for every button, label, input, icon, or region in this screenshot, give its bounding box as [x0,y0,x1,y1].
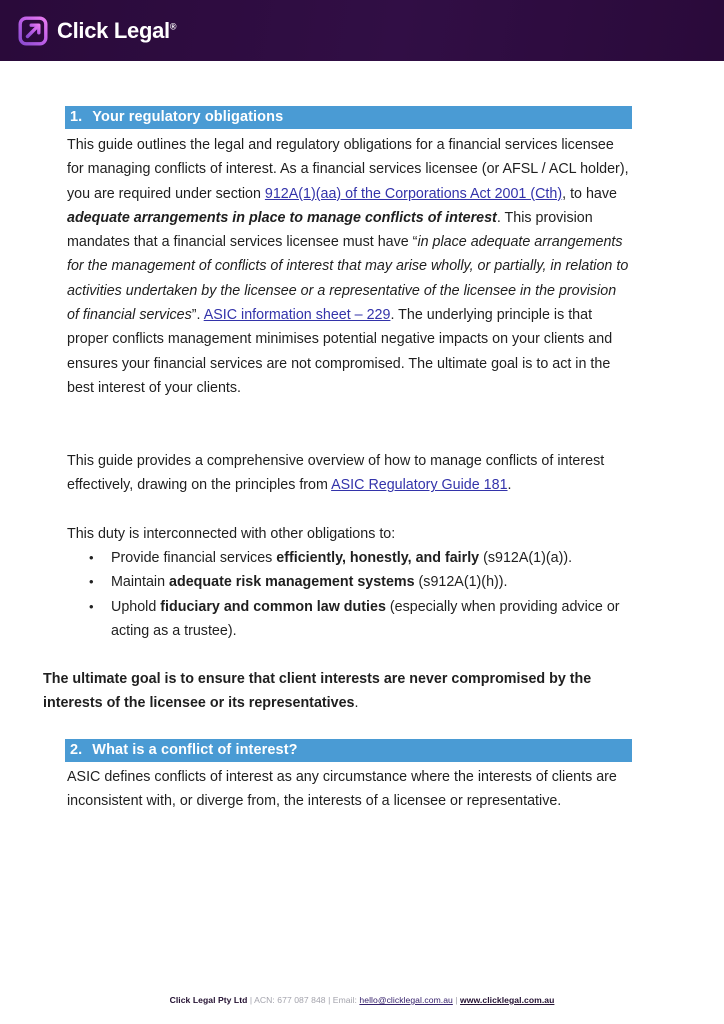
app-header-bar [0,0,724,61]
footer-separator: | [452,995,461,1005]
bullet-1-bold: efficiently, honestly, and fairly [276,550,480,566]
section-title-2: What is a conflict of interest? [92,742,298,758]
p2-text-part-2: . [507,477,512,494]
page-footer [0,994,724,1006]
p2-text-part-1: This guide provides a comprehensive overview of how to manage conflicts of interest effectively, drawing on the principles from [67,453,605,494]
footer-website-link[interactable]: www.clicklegal.com.au [460,995,555,1005]
section-1-paragraph-2 [67,449,629,498]
list-item [89,595,629,644]
p1-quoted-legislation: in place adequate arrangements for the management of conflicts of interest that may arise wholly, or partially, in relation to activities undertaken by the licensee or a representative of the licensee in the provision of financial services [67,234,629,324]
p1-text-part-1: This guide outlines the legal and regulatory obligations for a financial services licensee for managing conflicts of interest. As a financial services licensee (or AFSL / ACL holder), you are required under section [67,137,629,202]
bullet-1-pre: Provide financial services [111,550,277,566]
list-item [89,570,629,594]
bullet-2-bold: adequate risk management systems [169,574,415,591]
arrow-up-right-square-icon [18,16,48,46]
section-2-text: ASIC defines conflicts of interest as any circumstance where the interests of clients are inconsistent with, or diverge from, the interests of a licensee or representative. [67,769,617,810]
section-number-2: 2. [70,742,83,758]
brand-name-text: Click Legal [57,17,170,43]
bullets-intro-text: This duty is interconnected with other obligations to: [67,526,396,542]
list-item [89,546,629,570]
section-number-1: 1. [70,109,83,125]
section-1-bullets-intro [67,522,629,546]
bullet-2-post: (s912A(1)(h)). [414,574,508,591]
section-1-obligations-list [67,546,629,643]
p1-text-part-4: ”. [191,307,204,324]
bullet-1-post: (s912A(1)(a)). [479,550,573,566]
brand-name [57,17,177,43]
link-asic-information-sheet-229[interactable]: ASIC information sheet – 229 [203,307,391,324]
footer-company-name: Click Legal Pty Ltd [169,995,248,1005]
footer-acn-email-label: | ACN: 677 087 848 | Email: [247,995,360,1005]
p1-text-part-3: . This provision mandates that a financial services licensee must have “ [67,209,593,251]
closing-statement-bold: The ultimate goal is to ensure that client interests are never compromised by the interests of the licensee or its representatives [43,671,592,712]
p1-text-part-5: . The underlying principle is that proper conflicts management minimises potential negative impacts on your clients and ensures your financial services are not compromised. The ultimate goal is to act in the best interest of your clients. [67,307,613,396]
footer-email-link[interactable]: hello@clicklegal.com.au [359,995,453,1005]
obligations-bullet-list [67,546,629,643]
section-1-paragraph-1 [67,133,629,400]
closing-statement-tail: . [354,695,359,712]
brand-logo[interactable] [18,16,176,46]
section-title-1: Your regulatory obligations [92,109,284,125]
link-asic-regulatory-guide-181[interactable]: ASIC Regulatory Guide 181 [331,477,508,494]
section-heading-1 [65,106,632,129]
section-heading-2 [65,739,632,762]
bullet-3-bold: fiduciary and common law duties [160,598,386,615]
brand-trademark: ® [169,21,177,32]
document-page [0,61,724,1024]
p1-text-part-2: , to have [562,185,617,202]
section-1-closing-statement [43,667,633,716]
p1-emphasis-adequate-arrangements: adequate arrangements in place to manage conflicts of interest [67,209,497,226]
section-2-paragraph-1 [67,765,629,814]
link-corporations-act-912a[interactable]: 912A(1)(aa) of the Corporations Act 2001 (Cth) [264,185,563,202]
bullet-2-pre: Maintain [111,574,170,591]
bullet-3-post: (especially when providing advice or acting as a trustee). [111,598,620,639]
bullet-3-pre: Uphold [111,598,161,615]
